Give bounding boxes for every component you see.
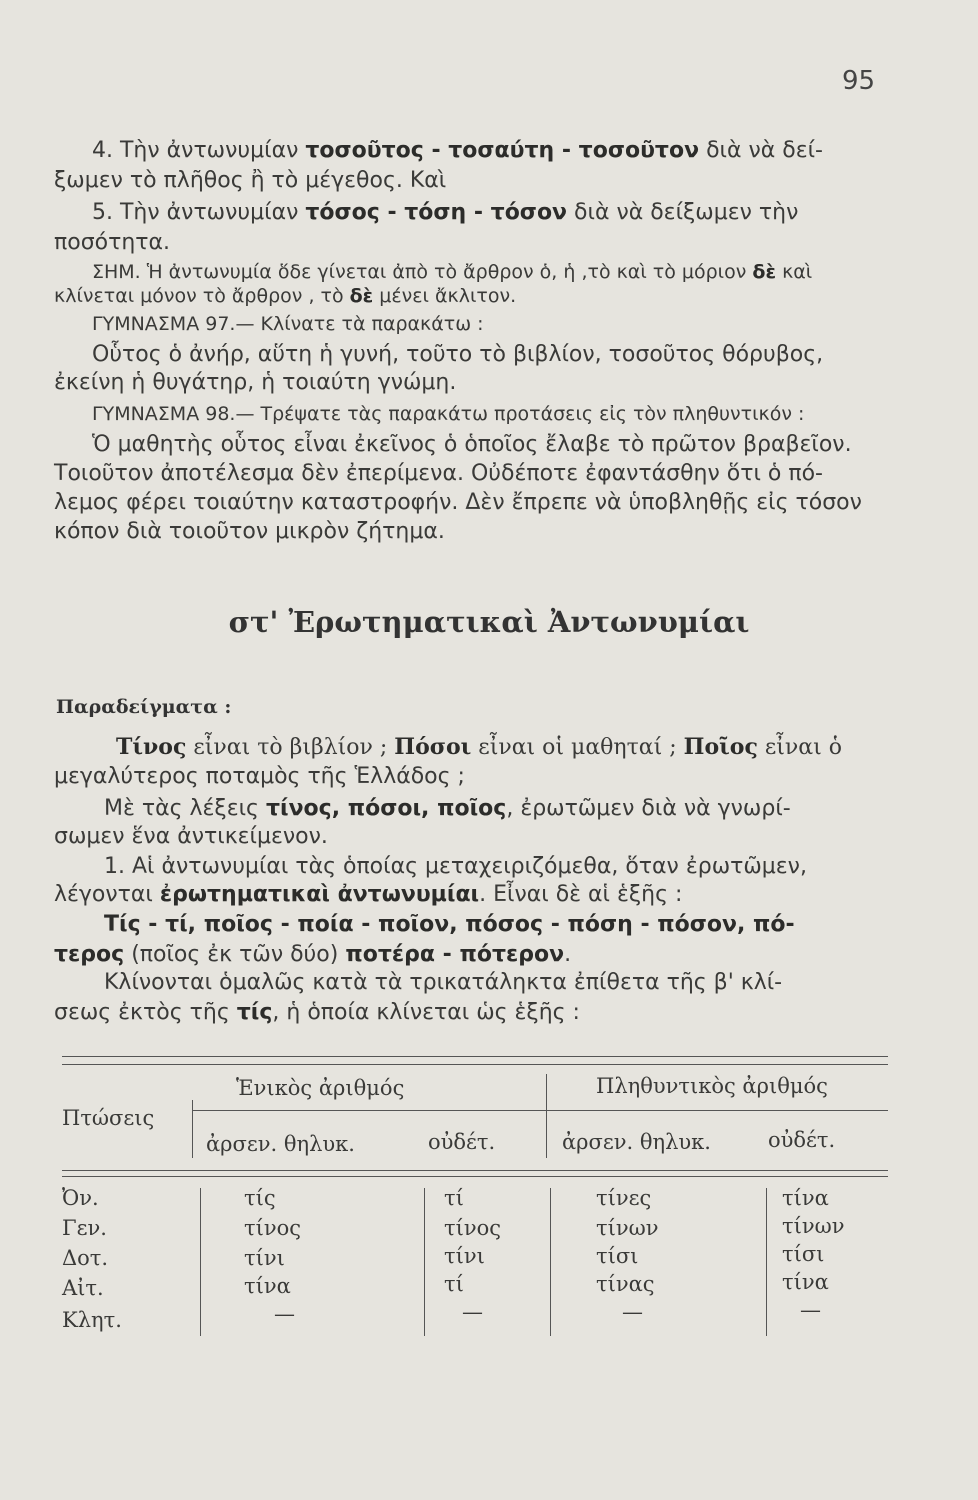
pl-mf-cell: τίσι	[596, 1244, 639, 1268]
text-line: μεγαλύτερος ποταμὸς τῆς Ἑλλάδος ;	[54, 764, 465, 789]
table-divider	[766, 1188, 767, 1336]
text-line: Τίνος εἶναι τὸ βιβλίον ; Πόσοι εἶναι οἱ μαθηταί ; Ποῖος εἶναι ὁ	[116, 734, 842, 760]
sg-n-cell: τίνι	[444, 1244, 485, 1268]
table-rule	[62, 1170, 888, 1171]
table-divider	[424, 1188, 425, 1336]
table-divider	[192, 1100, 193, 1158]
section-heading: στ' Ἐρωτηματικαὶ Ἀντωνυμίαι	[228, 605, 750, 639]
note-line: ΣΗΜ. Ἡ ἀντωνυμία ὅδε γίνεται ἀπὸ τὸ ἄρθρον ὁ, ἡ ,τὸ καὶ τὸ μόριον δὲ καὶ	[92, 261, 813, 283]
text-line: κόπον διὰ τοιοῦτον μικρὸν ζήτημα.	[54, 519, 445, 544]
pl-n-cell: τίνα	[782, 1186, 829, 1210]
sg-mf-cell: τίς	[244, 1186, 276, 1210]
text-line: λεμος φέρει τοιαύτην καταστροφήν. Δὲν ἔπρεπε νὰ ὑποβληθῇς εἰς τόσον	[54, 490, 862, 515]
text-line: Τοιοῦτον ἀποτέλεσμα δὲν ἐπερίμενα. Οὐδέποτε ἐφαντάσθην ὅτι ὁ πό-	[54, 461, 823, 486]
text-line: τερος (ποῖος ἐκ τῶν δύο) ποτέρα - πότερον.	[54, 942, 572, 967]
pl-mf-cell: τίνες	[596, 1186, 652, 1210]
page-number: 95	[842, 66, 876, 96]
sg-n-cell: τί	[444, 1272, 464, 1296]
text-line: Οὗτος ὁ ἀνήρ, αὕτη ἡ γυνή, τοῦτο τὸ βιβλίον, τοσοῦτος θόρυβος,	[92, 342, 824, 367]
sg-mf-cell: τίνι	[244, 1246, 285, 1270]
text-line: ποσότητα.	[54, 230, 171, 255]
text-line: 4. Τὴν ἀντωνυμίαν τοσοῦτος - τοσαύτη - τοσοῦτον διὰ νὰ δεί-	[92, 138, 823, 163]
pl-n-cell: τίνα	[782, 1270, 829, 1294]
table-divider	[546, 1074, 547, 1158]
sg-mf-cell: —	[274, 1302, 295, 1326]
table-divider	[200, 1188, 201, 1336]
sg-n-cell: τίνος	[444, 1216, 502, 1240]
sg-n-cell: τί	[444, 1186, 464, 1210]
case-cell: Γεν.	[62, 1216, 107, 1240]
text-line: σεως ἐκτὸς τῆς τίς, ἡ ὁποία κλίνεται ὡς ἑξῆς :	[54, 1000, 580, 1025]
table-rule	[62, 1176, 888, 1177]
note-line: κλίνεται μόνον τὸ ἄρθρον , τὸ δὲ μένει ἄκλιτον.	[54, 285, 517, 307]
pl-n-cell: —	[800, 1298, 821, 1322]
case-header: Πτώσεις	[62, 1106, 155, 1130]
gender-header: ἀρσεν. θηλυκ.	[206, 1132, 355, 1156]
examples-subheading: Παραδείγματα :	[56, 696, 232, 718]
pl-mf-cell: τίνας	[596, 1272, 655, 1296]
case-cell: Αἰτ.	[62, 1276, 104, 1300]
sg-n-cell: —	[462, 1300, 483, 1324]
text-line: λέγονται ἐρωτηματικαὶ ἀντωνυμίαι. Εἶναι δὲ αἱ ἑξῆς :	[54, 882, 683, 907]
pl-mf-cell: —	[622, 1300, 643, 1324]
pl-n-cell: τίνων	[782, 1214, 845, 1238]
table-rule	[62, 1056, 888, 1057]
plural-header: Πληθυντικὸς ἀριθμός	[596, 1074, 828, 1098]
text-line: σωμεν ἕνα ἀντικείμενον.	[54, 824, 328, 849]
gender-header: οὐδέτ.	[768, 1128, 836, 1152]
exercise-title: ΓΥΜΝΑΣΜΑ 98.— Τρέψατε τὰς παρακάτω προτάσεις εἰς τὸν πληθυντικόν :	[92, 403, 805, 425]
case-cell: Κλητ.	[62, 1308, 122, 1332]
text-line: 1. Αἱ ἀντωνυμίαι τὰς ὁποίας μεταχειριζόμεθα, ὅταν ἐρωτῶμεν,	[104, 854, 807, 879]
text-line: Κλίνονται ὁμαλῶς κατὰ τὰ τρικατάληκτα ἐπίθετα τῆς β' κλί-	[104, 970, 783, 995]
table-rule	[192, 1110, 888, 1111]
pl-n-cell: τίσι	[782, 1242, 825, 1266]
pl-mf-cell: τίνων	[596, 1216, 659, 1240]
table-rule	[62, 1064, 888, 1065]
text-line: ἐκείνη ἡ θυγάτηρ, ἡ τοιαύτη γνώμη.	[54, 370, 457, 395]
case-cell: Ὀν.	[62, 1186, 99, 1210]
text-line: Μὲ τὰς λέξεις τίνος, πόσοι, ποῖος, ἐρωτῶμεν διὰ νὰ γνωρί-	[104, 796, 791, 821]
sg-mf-cell: τίνος	[244, 1216, 302, 1240]
exercise-title: ΓΥΜΝΑΣΜΑ 97.— Κλίνατε τὰ παρακάτω :	[92, 313, 484, 335]
gender-header: οὐδέτ.	[428, 1130, 496, 1154]
text-line: Ὁ μαθητὴς οὗτος εἶναι ἐκεῖνος ὁ ὁποῖος ἔλαβε τὸ πρῶτον βραβεῖον.	[92, 432, 852, 457]
text-line: ξωμεν τὸ πλῆθος ἢ τὸ μέγεθος. Καὶ	[54, 168, 447, 193]
table-divider	[550, 1188, 551, 1336]
text-line: 5. Τὴν ἀντωνυμίαν τόσος - τόση - τόσον διὰ νὰ δείξωμεν τὴν	[92, 200, 799, 225]
text-line: Τίς - τί, ποῖος - ποία - ποῖον, πόσος - πόση - πόσον, πό-	[104, 912, 795, 937]
gender-header: ἀρσεν. θηλυκ.	[562, 1130, 711, 1154]
singular-header: Ἑνικὸς ἀριθμός	[236, 1076, 405, 1100]
sg-mf-cell: τίνα	[244, 1274, 291, 1298]
case-cell: Δοτ.	[62, 1246, 109, 1270]
